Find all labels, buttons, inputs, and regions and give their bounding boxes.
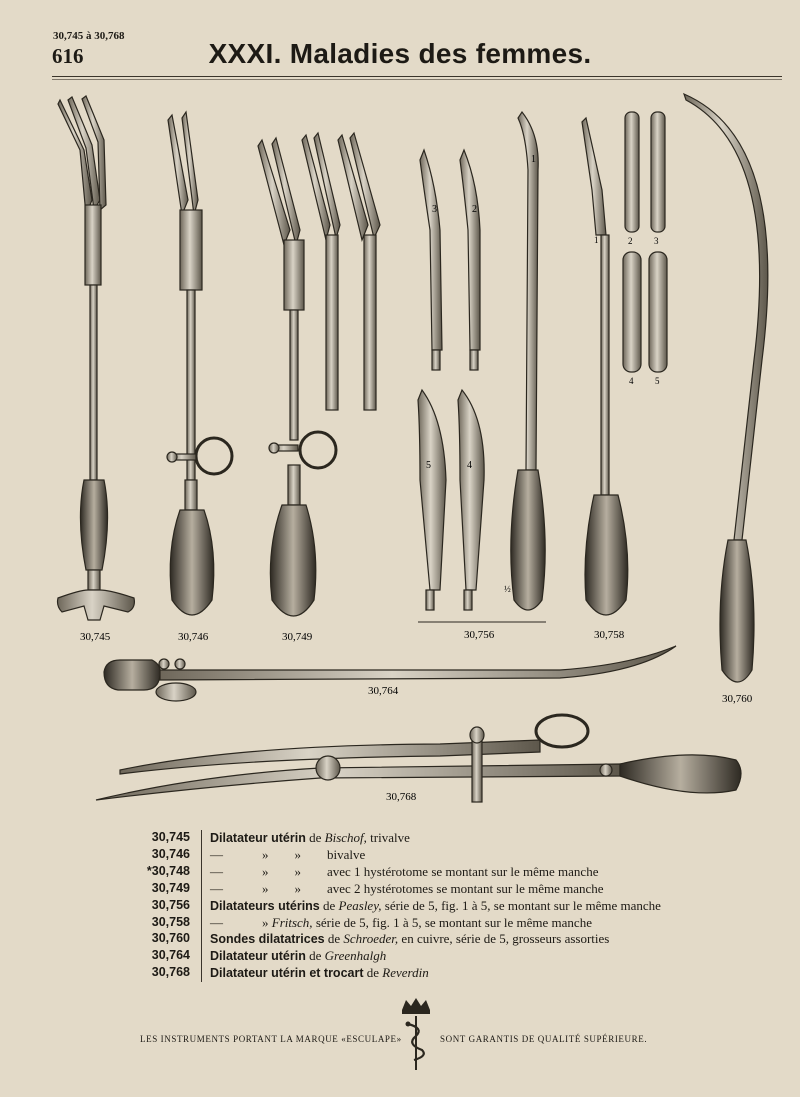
item-number: 30,745 [120,830,202,847]
item-description: — » » bivalve [210,846,366,862]
footer-right-text: SONT GARANTIS DE QUALITÉ SUPÉRIEURE. [440,1034,648,1044]
marker-3a: 3 [432,204,437,215]
item-number: 30,764 [120,948,202,965]
legend-row [120,847,661,864]
instrument-30745 [58,96,135,620]
legend-row [120,915,661,932]
legend-row [120,881,661,898]
marker-3b: 3 [654,236,659,246]
instrument-30758 [582,112,667,615]
label-30756: 30,756 [464,629,495,641]
item-number: 30,746 [120,847,202,864]
marker-1b: 1 [594,235,599,245]
label-30768: 30,768 [386,791,417,803]
item-description: Dilatateurs utérins de Peasley, série de 5, fig. 1 à 5, se montant sur le même manche [210,897,661,913]
item-legend [120,830,661,982]
instrument-30749 [258,133,380,616]
marker-half: ½ [504,584,511,594]
legend-row [120,965,661,982]
legend-row [120,864,661,881]
item-number: *30,748 [120,864,202,881]
legend-row [120,830,661,847]
esculape-emblem-icon [398,996,434,1072]
instrument-30760 [684,94,768,682]
label-30745: 30,745 [80,631,111,643]
item-description: — » Fritsch, série de 5, fig. 1 à 5, se montant sur le même manche [210,914,592,930]
page-range: 30,745 à 30,768 [53,30,125,42]
item-description: Dilatateur utérin et trocart de Reverdin [210,965,429,981]
instrument-30746 [167,112,232,615]
header-rule-secondary [52,79,782,80]
item-description: Dilatateur utérin de Greenhalgh [210,948,387,964]
label-30764: 30,764 [368,685,399,697]
chapter-title: XXXI. Maladies des femmes. [208,38,592,69]
label-30749: 30,749 [282,631,313,643]
marker-2b: 2 [628,236,633,246]
marker-1a: 1 [531,154,536,165]
label-30758: 30,758 [594,629,625,641]
page-number: 616 [52,44,84,68]
marker-5b: 5 [655,376,660,386]
legend-row [120,948,661,965]
marker-5a: 5 [426,460,431,471]
instrument-30756 [418,112,546,622]
instrument-30768 [96,715,741,802]
item-number: 30,760 [120,931,202,948]
item-number: 30,758 [120,915,202,932]
item-description: Sondes dilatatrices de Schroeder, en cuivre, série de 5, grosseurs assorties [210,931,610,947]
footer-left-text: LES INSTRUMENTS PORTANT LA MARQUE «ESCULAPE» [140,1034,402,1044]
marker-4a: 4 [467,460,472,471]
legend-row [120,898,661,915]
header-rule [52,76,782,77]
instrument-plate [0,85,800,815]
item-description: — » » avec 2 hystérotomes se montant sur le même manche [210,880,604,896]
label-30760: 30,760 [722,693,753,705]
item-description: Dilatateur utérin de Bischof, trivalve [210,830,410,845]
marker-4b: 4 [629,376,634,386]
item-number: 30,756 [120,898,202,915]
item-description: — » » avec 1 hystérotome se montant sur le même manche [210,863,599,879]
label-30746: 30,746 [178,631,209,643]
legend-row [120,931,661,948]
marker-2a: 2 [472,204,477,215]
item-number: 30,749 [120,881,202,898]
item-number: 30,768 [120,965,202,982]
